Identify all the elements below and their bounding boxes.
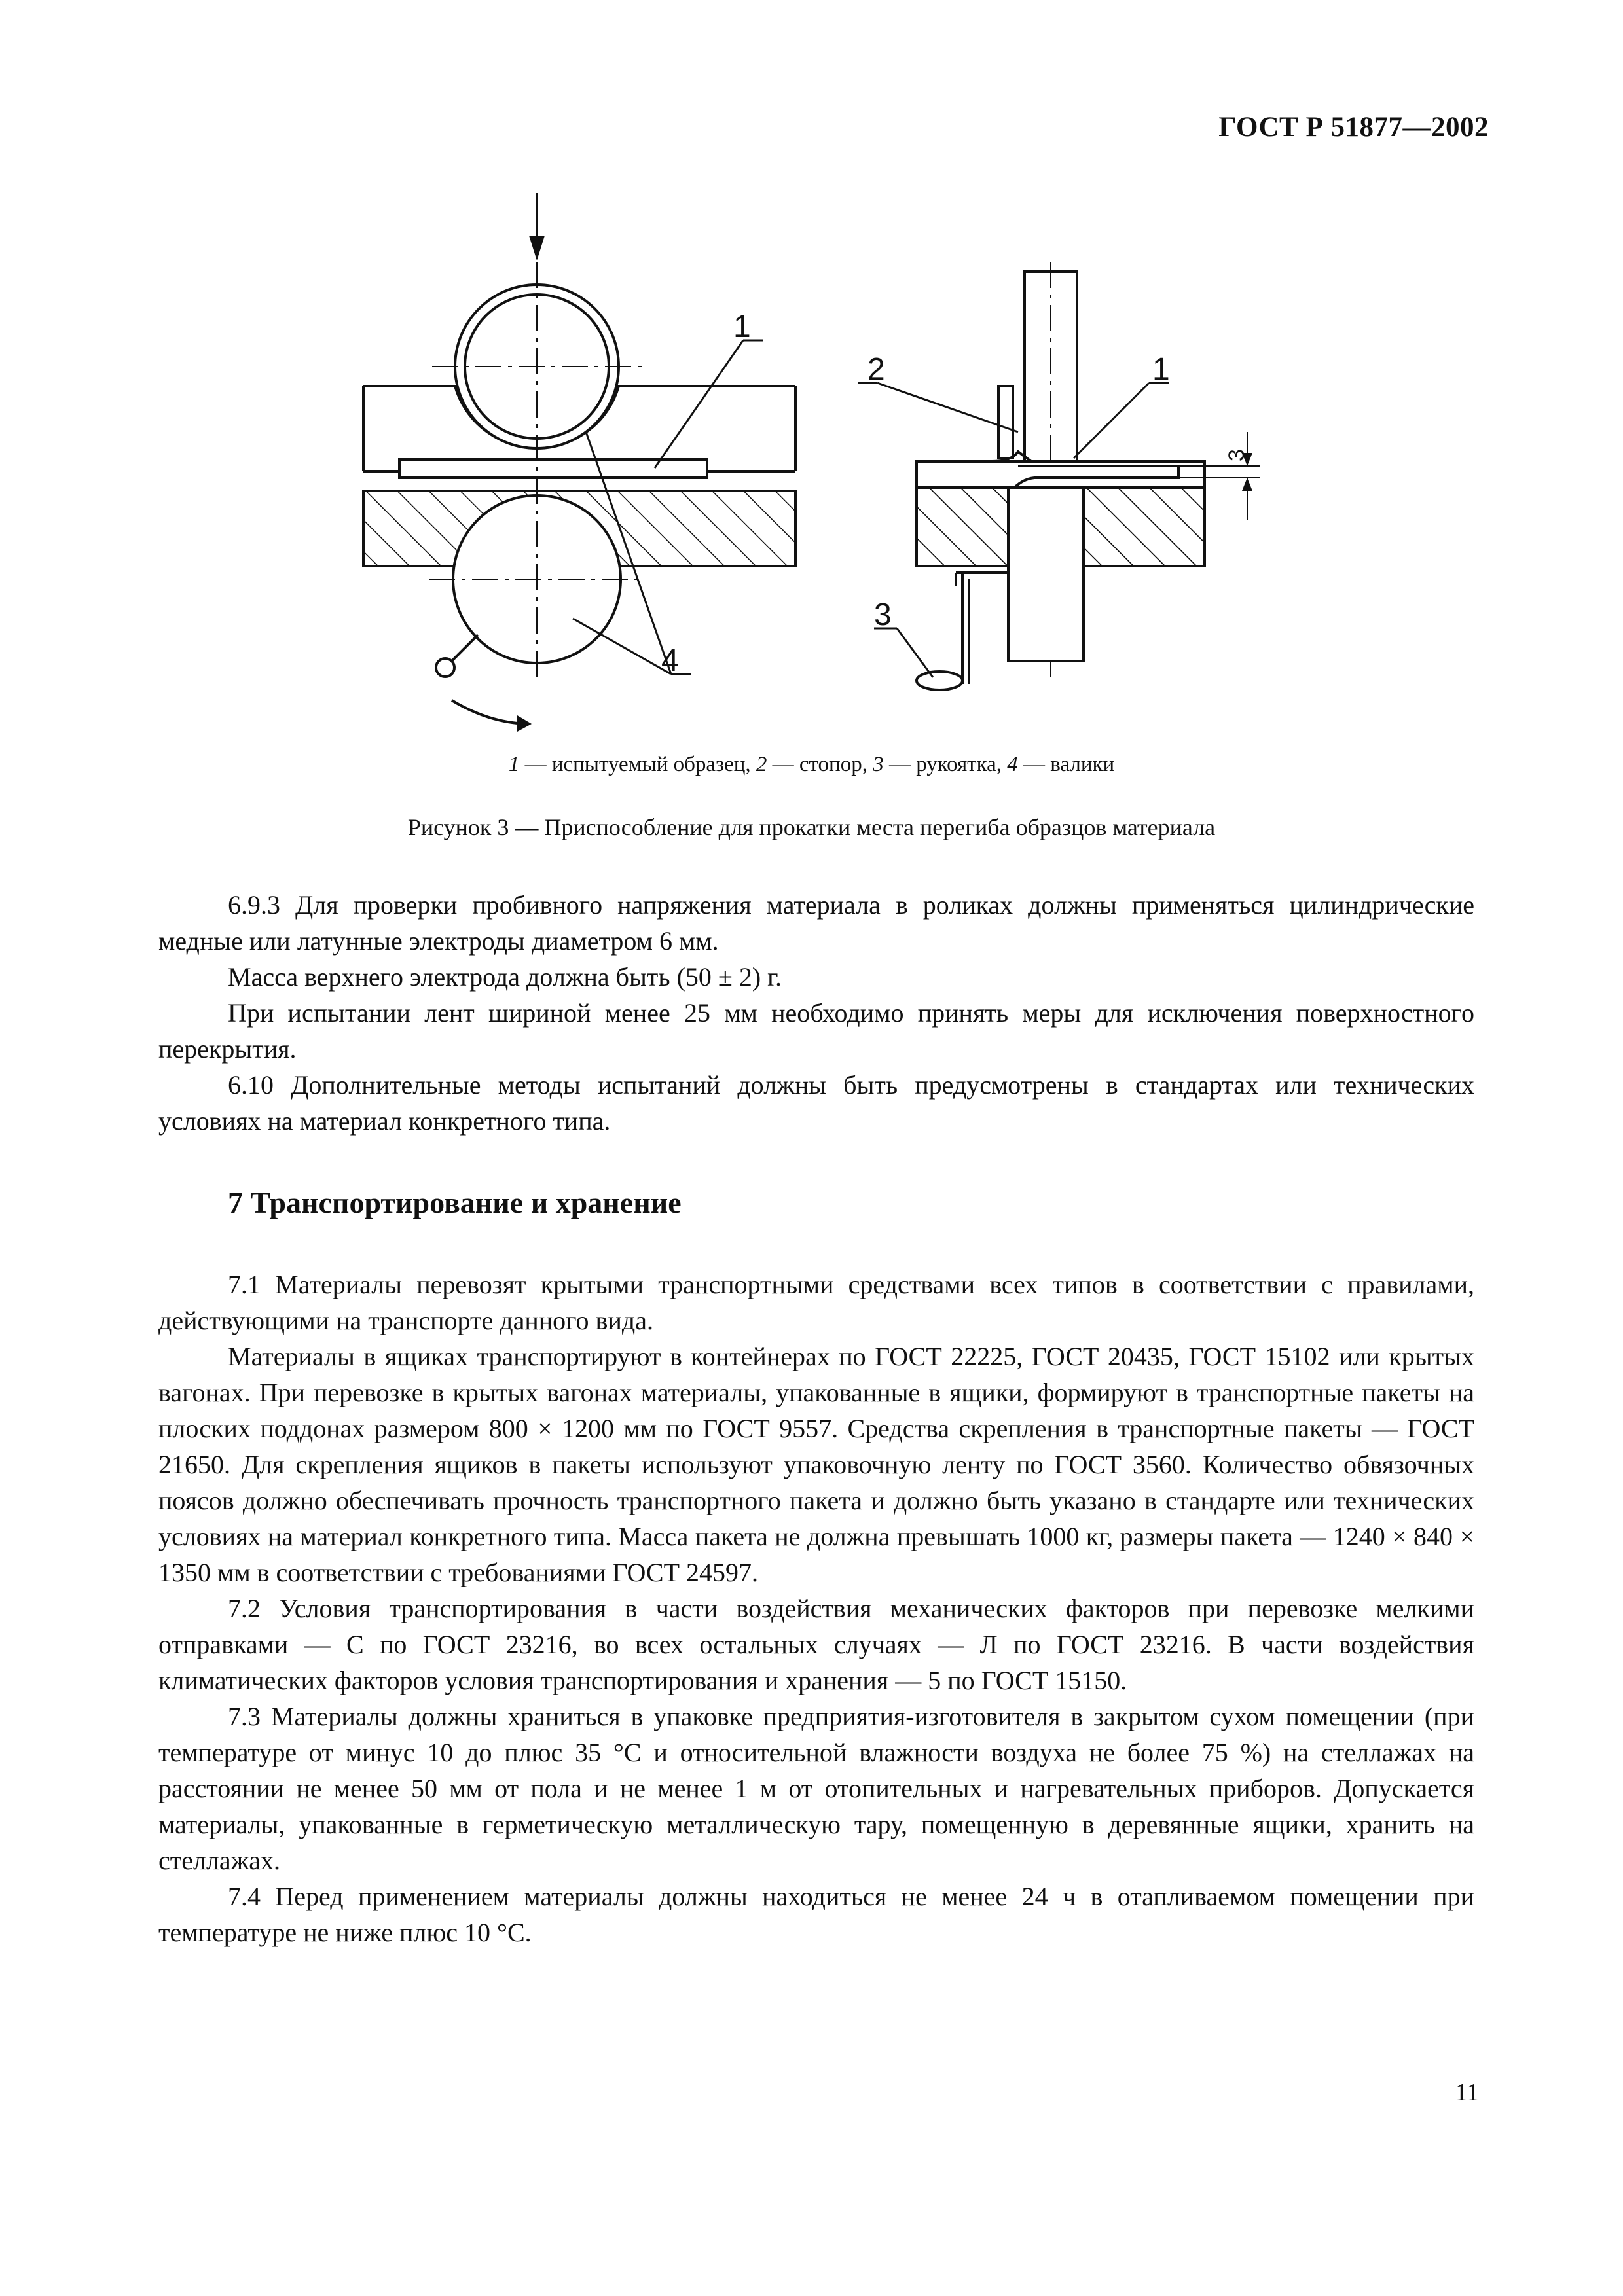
- legend-num-3: 3: [873, 753, 884, 776]
- left-view: [363, 193, 795, 732]
- paragraph-7-1-containers: Материалы в ящиках транспортируют в контейнерах по ГОСТ 22225, ГОСТ 20435, ГОСТ 15102 или крытых вагонах. При перевозке в крытых вагонах материалы, упакованные в ящики, формируют в транспортные пакеты на плоских поддонах размером 800 × 1200 мм по ГОСТ 9557. Средства скрепления в транспортные пакеты — ГОСТ 21650. Для скрепления ящиков в пакеты используют упаковочную ленту по ГОСТ 3560. Количество обвязочных поясов должно обеспечивать прочность транспортного пакета и должно быть указано в стандарте или технических условиях на материал конкретного типа. Масса пакета не должна превышать 1000 кг, размеры пакета — 1240 × 840 × 1350 мм в соответствии с требованиями ГОСТ 24597.: [158, 1342, 1474, 1587]
- legend-num-4: 4: [1007, 753, 1018, 776]
- label-rollers: 4: [661, 643, 679, 678]
- paragraph-tape-test: При испытании лент шириной менее 25 мм необходимо принять меры для исключения поверхностного перекрытия.: [158, 998, 1474, 1064]
- paragraph-electrode-mass: Масса верхнего электрода должна быть (50 ± 2) г.: [228, 962, 782, 992]
- paragraph-7-1: 7.1 Материалы перевозят крытыми транспортными средствами всех типов в соответствии с правилами, действующими на транспорте данного вида.: [158, 1270, 1474, 1335]
- figure-legend: [0, 753, 1623, 777]
- label-specimen-right: 1: [1152, 352, 1170, 387]
- legend-text-2: — стопор,: [767, 753, 873, 776]
- legend-num-1: 1: [508, 753, 520, 776]
- section-7-title: 7 Транспортирование и хранение: [228, 1186, 682, 1219]
- paragraph-7-3: 7.3 Материалы должны храниться в упаковке предприятия-изготовителя в закрытом сухом помещении (при температуре от минус 10 до плюс 35 °С и относительной влажности воздуха не более 75 %) на стеллажах на расстоянии не менее 50 мм от пола и не менее 1 м от отопительных и нагревательных приборов. Допускается материалы, упакованные в герметическую металлическую тару, помещенную в деревянные ящики, хранить на стеллажах.: [158, 1702, 1474, 1875]
- legend-text-1: — испытуемый образец,: [519, 753, 756, 776]
- right-view: [858, 262, 1260, 690]
- paragraph-6-9-3: 6.9.3 Для проверки пробивного напряжения материала в роликах должны применяться цилиндрические медные или латунные электроды диаметром 6 мм.: [158, 890, 1474, 956]
- paragraph-7-2: 7.2 Условия транспортирования в части воздействия механических факторов при перевозке мелкими отправками — С по ГОСТ 23216, во всех остальных случаях — Л по ГОСТ 23216. В части воздействия климатических факторов условия транспортирования и хранения — 5 по ГОСТ 15150.: [158, 1594, 1474, 1695]
- legend-num-2: 2: [756, 753, 767, 776]
- document-code: ГОСТ Р 51877—2002: [1218, 112, 1489, 143]
- figure-caption: Рисунок 3 — Приспособление для прокатки места перегиба образцов материала: [407, 814, 1216, 840]
- paragraph-7-4: 7.4 Перед применением материалы должны находиться не менее 24 ч в отапливаемом помещении при температуре не ниже плюс 10 °С.: [158, 1882, 1474, 1947]
- dimension-label: 3: [1224, 449, 1249, 461]
- page-number: 11: [1455, 2079, 1479, 2106]
- legend-text-4: — валики: [1017, 753, 1115, 776]
- label-specimen-left: 1: [733, 310, 751, 344]
- label-stopper: 2: [867, 352, 885, 387]
- figure-3-rolling-fixture: [327, 177, 1296, 753]
- body-text: [158, 887, 1474, 1950]
- paragraph-6-10: 6.10 Дополнительные методы испытаний должны быть предусмотрены в стандартах или технических условиях на материал конкретного типа.: [158, 1070, 1474, 1136]
- label-handle: 3: [874, 598, 892, 632]
- legend-text-3: — рукоятка,: [883, 753, 1008, 776]
